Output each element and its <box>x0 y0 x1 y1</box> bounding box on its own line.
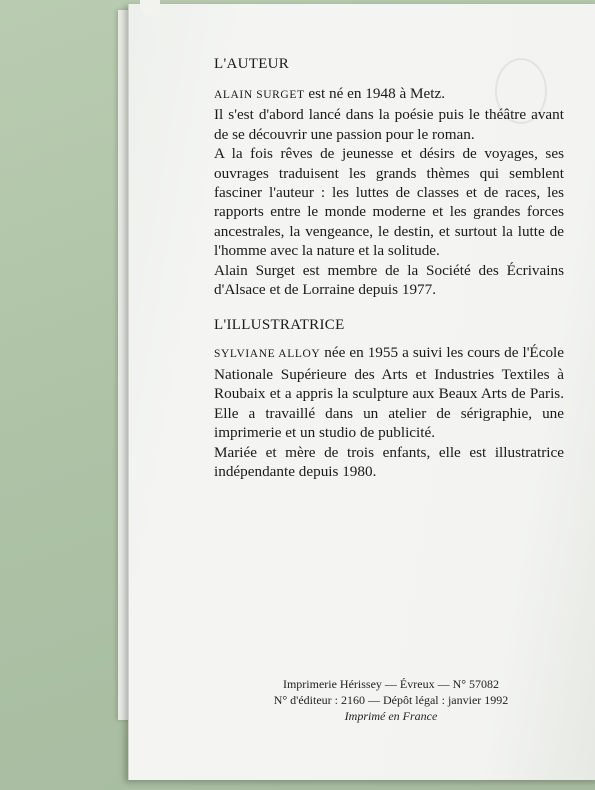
page-content <box>214 54 564 481</box>
author-section <box>214 54 564 299</box>
author-paragraph-society: Alain Surget est membre de la Société des Écrivains d'Alsace et de Lorraine depuis 1977. <box>214 261 564 299</box>
illustrator-intro <box>214 343 564 442</box>
printer-imprint <box>246 676 536 724</box>
author-paragraph-poetry: Il s'est d'abord lancé dans la poésie puis le théâtre avant de se découvrir une passion pour le roman. <box>214 106 564 143</box>
imprint-printer-line: Imprimerie Hérissey — Évreux — N° 57082 <box>282 677 500 691</box>
imprint-country-line: Imprimé en France <box>344 709 438 723</box>
author-heading: L'AUTEUR <box>214 56 290 72</box>
author-name: ALAIN SURGET <box>214 89 305 101</box>
author-birth-text: est né en 1948 à Metz. <box>304 85 446 102</box>
illustrator-bio-text: née en 1955 a suivi les cours de l'École Nationale Supérieure des Arts et Industries Textiles à Roubaix et a appris la sculpture aux Beaux Arts de Paris. Elle a travaillé dans un atelier de sérigraphie, une imprimerie et un studio de publicité. <box>214 344 565 442</box>
imprint-legal-line: N° d'éditeur : 2160 — Dépôt légal : janvier 1992 <box>273 693 509 707</box>
illustrator-heading: L'ILLUSTRATRICE <box>214 317 345 334</box>
illustrator-paragraph-family: Mariée et mère de trois enfants, elle est illustratrice indépendante depuis 1980. <box>214 443 564 480</box>
author-paragraph-themes: A la fois rêves de jeunesse et désirs de voyages, ses ouvrages traduisent les grands thèmes qui semblent fasciner l'auteur : les luttes de classes et de races, les rapports entre le monde moderne et les grandes forces ancestrales, la vengeance, le destin, et surtout la lutte de l'homme avec la nature et la solitude. <box>214 145 564 260</box>
author-intro <box>214 84 564 105</box>
illustrator-section <box>214 315 564 481</box>
illustrator-name: SYLVIANE ALLOY <box>214 348 321 361</box>
